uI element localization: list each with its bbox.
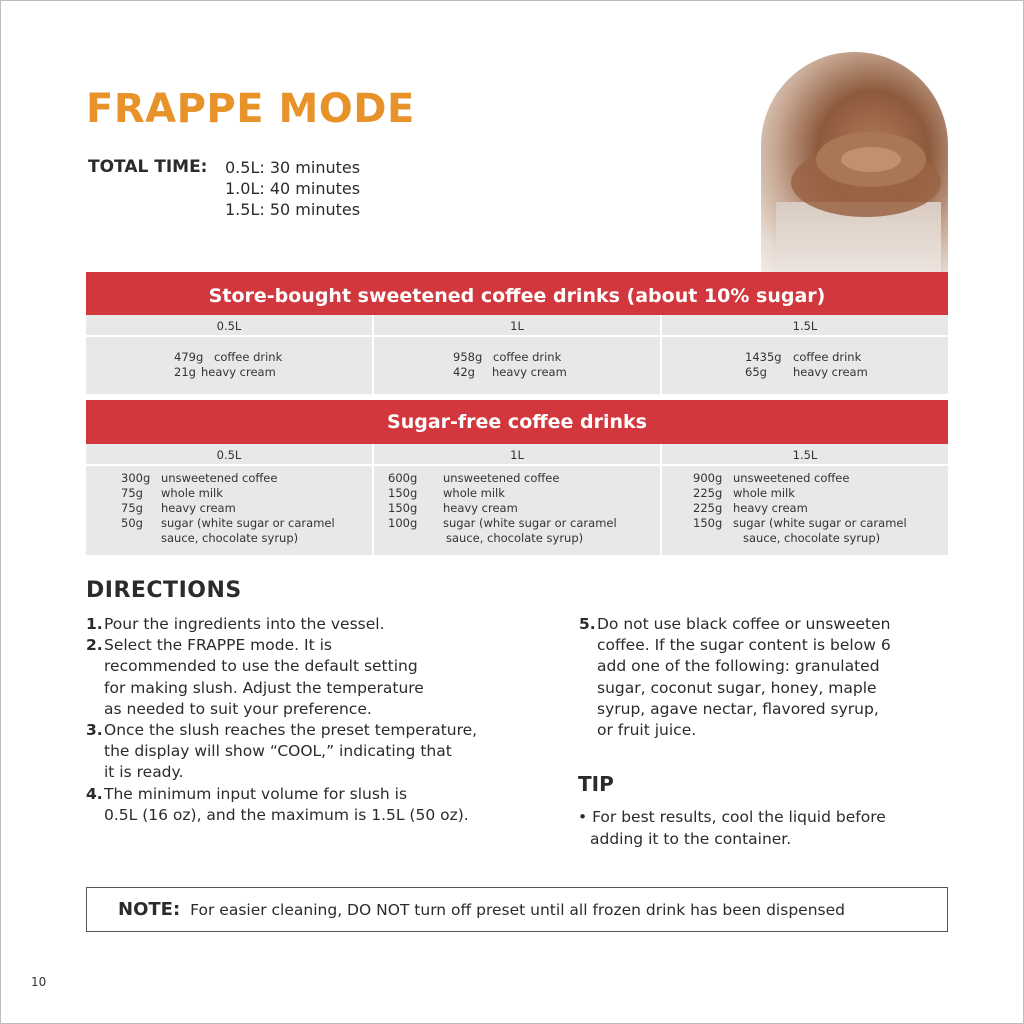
ingredient-name: unsweetened coffee — [443, 471, 560, 485]
ingredient-cell — [86, 466, 374, 555]
tip-line: adding it to the container. — [590, 829, 792, 848]
ingredient-list — [121, 471, 335, 546]
ingredient-qty: 225g — [693, 501, 723, 515]
ingredient-name: whole milk — [443, 486, 505, 500]
ingredient-line — [453, 350, 567, 365]
step-line: The minimum input volume for slush is — [104, 784, 408, 803]
ingredient-qty: 150g — [388, 486, 418, 500]
step-number: 4. — [86, 784, 103, 803]
sugar-free-drinks-table — [86, 400, 948, 555]
step-number: 1. — [86, 615, 103, 633]
tip-line: • For best results, cool the liquid before — [578, 808, 886, 826]
size-cell: 1L — [374, 315, 662, 335]
size-cell: 1L — [374, 444, 662, 464]
ingredient-line — [693, 531, 907, 546]
step-line: or fruit juice. — [597, 721, 697, 740]
step-line: coffee. If the sugar content is below 6 — [597, 636, 891, 655]
ingredient-line — [388, 486, 617, 501]
ingredient-line — [388, 516, 617, 531]
directions-left — [86, 614, 477, 826]
ingredient-line — [121, 471, 335, 486]
ingredient-line — [453, 365, 567, 380]
ingredient-line — [693, 486, 907, 501]
ingredient-qty — [388, 531, 446, 546]
ingredient-qty: 300g — [121, 471, 151, 485]
ingredient-cell — [374, 337, 662, 394]
step-line: as needed to suit your preference. — [104, 699, 372, 718]
ingredient-qty — [121, 531, 161, 546]
ingredient-cell — [86, 337, 374, 394]
ingredient-line — [121, 531, 335, 546]
table-header: Sugar-free coffee drinks — [86, 400, 948, 444]
step-text — [597, 614, 891, 741]
ingredient-qty: 600g — [388, 471, 418, 485]
ingredient-name: coffee drink — [793, 350, 862, 364]
ingredient-qty: 479g — [174, 350, 204, 364]
ingredient-name: coffee drink — [214, 350, 283, 364]
ingredient-line — [745, 365, 868, 380]
ingredient-name: whole milk — [733, 486, 795, 500]
frappe-photo — [761, 52, 948, 272]
ingredient-cell — [662, 466, 948, 555]
ingredient-qty: 225g — [693, 486, 723, 500]
ingredient-qty: 150g — [693, 516, 723, 530]
ingredient-qty: 1435g — [745, 350, 782, 364]
ingredient-row — [86, 466, 948, 555]
sweetened-drinks-table — [86, 272, 948, 394]
direction-step — [86, 614, 477, 635]
note-box — [86, 887, 948, 932]
ingredient-name: sugar (white sugar or caramel — [443, 516, 617, 530]
ingredient-qty: 75g — [121, 501, 143, 515]
ingredient-name: heavy cream — [492, 365, 567, 379]
ingredient-line — [693, 471, 907, 486]
ingredient-name: heavy cream — [793, 365, 868, 379]
ingredient-name: sauce, chocolate syrup) — [446, 531, 584, 545]
ingredient-name: heavy cream — [443, 501, 518, 515]
ingredient-qty: 75g — [121, 486, 143, 500]
size-cell: 0.5L — [86, 444, 374, 464]
ingredient-name: unsweetened coffee — [161, 471, 278, 485]
ingredient-qty: 50g — [121, 516, 143, 530]
ingredient-cell — [662, 337, 948, 394]
step-text — [104, 720, 477, 784]
step-line: Select the FRAPPE mode. It is — [104, 636, 332, 655]
ingredient-line — [174, 365, 282, 380]
step-line: syrup, agave nectar, flavored syrup, — [597, 699, 879, 718]
ingredient-line — [388, 471, 617, 486]
step-number: 3. — [86, 721, 103, 740]
ingredient-list — [453, 350, 567, 380]
step-line: recommended to use the default setting — [104, 657, 418, 676]
note-text: For easier cleaning, DO NOT turn off preset until all frozen drink has been dispensed — [190, 900, 845, 919]
total-time-entries — [225, 157, 360, 220]
step-line: Do not use black coffee or unsweeten — [597, 615, 891, 633]
ingredient-line — [745, 350, 868, 365]
direction-step — [86, 784, 477, 826]
size-cell: 1.5L — [792, 448, 818, 462]
size-cell: 1.5L — [792, 319, 818, 333]
step-number: 5. — [579, 615, 596, 633]
ingredient-qty: 65g — [745, 365, 767, 379]
ingredient-list — [388, 471, 617, 546]
direction-step — [579, 614, 891, 741]
total-time-entry: 1.5L: 50 minutes — [225, 200, 361, 219]
ingredient-row — [86, 337, 948, 394]
direction-step — [86, 720, 477, 784]
ingredient-name: sugar (white sugar or caramel — [161, 516, 335, 530]
ingredient-name: unsweetened coffee — [733, 471, 850, 485]
page-title: FRAPPE MODE — [86, 86, 415, 132]
ingredient-line — [174, 350, 282, 365]
tip-title: TIP — [578, 772, 614, 796]
step-line: sugar, coconut sugar, honey, maple — [597, 678, 877, 697]
step-line: Pour the ingredients into the vessel. — [104, 615, 385, 633]
tip-text — [578, 807, 886, 850]
directions-title: DIRECTIONS — [86, 578, 242, 603]
size-cell: 0.5L — [86, 315, 374, 335]
ingredient-qty: 150g — [388, 501, 418, 515]
step-line: Once the slush reaches the preset temperature, — [104, 721, 478, 740]
ingredient-name: coffee drink — [493, 350, 562, 364]
ingredient-name: heavy cream — [201, 365, 276, 379]
step-line: the display will show “COOL,” indicating that — [104, 742, 452, 761]
step-number: 2. — [86, 636, 103, 655]
ingredient-cell — [374, 466, 662, 555]
ingredient-line — [121, 501, 335, 516]
total-time-entry: 0.5L: 30 minutes — [225, 158, 361, 177]
ingredient-line — [121, 486, 335, 501]
total-time-label: TOTAL TIME: — [88, 157, 208, 177]
ingredient-name: heavy cream — [161, 501, 236, 515]
size-row — [86, 444, 948, 466]
photo-cream — [841, 147, 901, 172]
table-header: Store-bought sweetened coffee drinks (about 10% sugar) — [86, 272, 948, 315]
ingredient-line — [693, 516, 907, 531]
ingredient-name: whole milk — [161, 486, 223, 500]
total-time-entry: 1.0L: 40 minutes — [225, 179, 361, 198]
page-number: 10 — [31, 975, 47, 989]
step-text — [104, 614, 385, 635]
step-text — [104, 635, 424, 720]
ingredient-qty: 900g — [693, 471, 723, 485]
ingredient-name: heavy cream — [733, 501, 808, 515]
ingredient-line — [388, 501, 617, 516]
step-text — [104, 784, 469, 826]
ingredient-name: sauce, chocolate syrup) — [161, 531, 299, 545]
step-line: it is ready. — [104, 763, 184, 782]
step-line: for making slush. Adjust the temperature — [104, 678, 424, 697]
ingredient-qty: 100g — [388, 516, 418, 530]
ingredient-qty: 21g — [174, 365, 196, 379]
ingredient-name: sauce, chocolate syrup) — [743, 531, 881, 545]
ingredient-list — [745, 350, 868, 380]
ingredient-line — [693, 501, 907, 516]
ingredient-list — [174, 350, 282, 380]
direction-step — [86, 635, 477, 720]
step-line: 0.5L (16 oz), and the maximum is 1.5L (50 oz). — [104, 805, 469, 824]
ingredient-line — [121, 516, 335, 531]
note-label: NOTE: — [118, 899, 181, 920]
step-line: add one of the following: granulated — [597, 657, 880, 676]
ingredient-qty: 958g — [453, 350, 483, 364]
ingredient-line — [388, 531, 617, 546]
ingredient-name: sugar (white sugar or caramel — [733, 516, 907, 530]
directions-right — [579, 614, 891, 741]
ingredient-list — [693, 471, 907, 546]
ingredient-qty: 42g — [453, 365, 475, 379]
ingredient-qty — [693, 531, 743, 546]
size-row — [86, 315, 948, 337]
